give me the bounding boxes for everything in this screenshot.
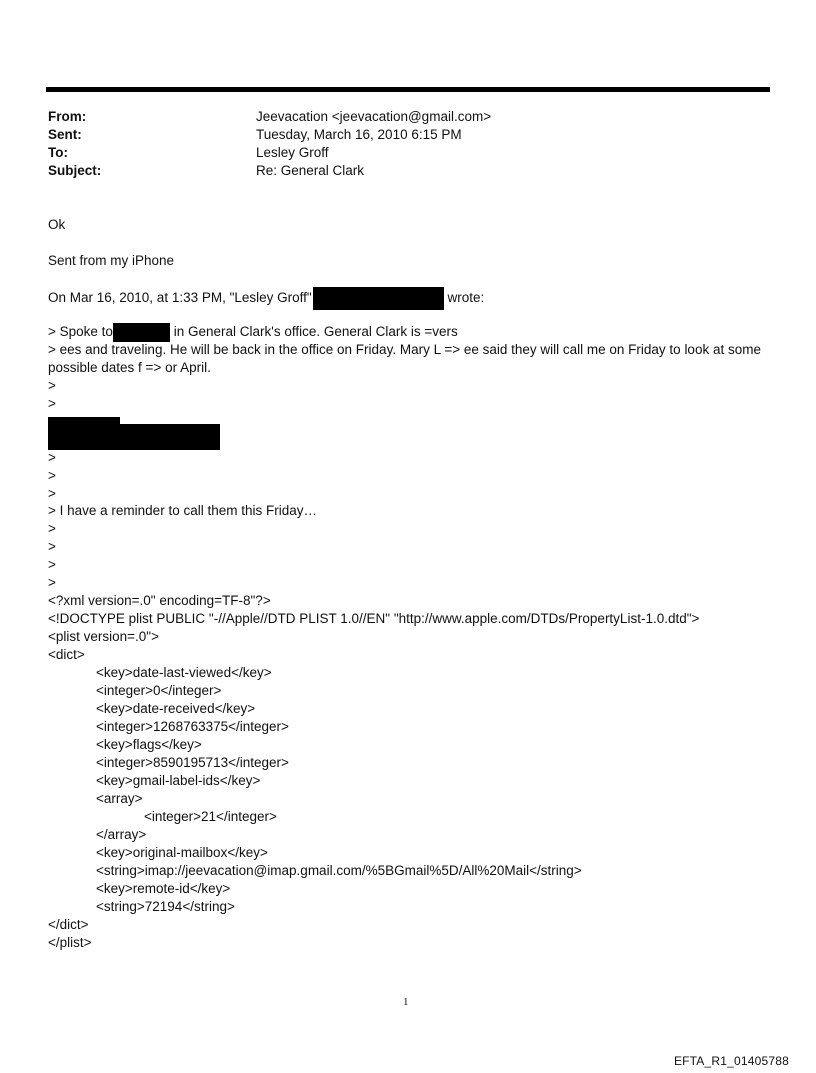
plist-value: <string>imap://jeevacation@imap.gmail.com/%5BGmail%5D/All%20Mail</string> [96,863,582,878]
quote-line-1 [48,323,458,342]
to-row [48,144,491,162]
bates-number: EFTA_R1_01405788 [673,1054,789,1068]
plist-key: <key>flags</key> [96,737,202,752]
quote-marker: > [48,557,56,572]
plist-key: <key>original-mailbox</key> [96,845,268,860]
subject-row [48,162,491,180]
plist-key: <key>remote-id</key> [96,881,231,896]
quote-intro-text: On Mar 16, 2010, at 1:33 PM, "Lesley Groff" [48,290,312,306]
plist-open: <plist version=.0"> [48,629,159,644]
subject-label: Subject: [48,163,102,178]
to-value: Lesley Groff [256,145,329,160]
plist-key: <key>date-received</key> [96,701,256,716]
quote-marker: > [48,450,56,465]
email-header [48,108,491,180]
sent-label: Sent: [48,127,82,142]
quote-line-1-b: in General Clark's office. General Clark is =vers [173,324,458,340]
body-ok: Ok [48,217,66,232]
from-row [48,108,491,126]
plist-value: <string>72194</string> [96,899,235,914]
page-number: 1 [403,996,409,1008]
quote-intro-wrote: wrote: [447,290,485,306]
plist-xml-decl: <?xml version=.0" encoding=TF-8"?> [48,593,271,608]
quote-intro [48,287,484,310]
plist-value: <integer>0</integer> [96,683,222,698]
plist-close: </plist> [48,935,92,950]
sent-value: Tuesday, March 16, 2010 6:15 PM [256,127,462,142]
quote-line-2: > ees and traveling. He will be back in the office on Friday. Mary L => ee said they will call me on Friday to look at some possible dates f => or April. [48,342,761,375]
quote-marker: > [48,539,56,554]
plist-dict-close: </dict> [48,917,89,932]
plist-array-close: </array> [96,827,147,842]
redaction-block [48,424,220,450]
plist-key: <key>date-last-viewed</key> [96,665,272,680]
plist-key: <key>gmail-label-ids</key> [96,773,261,788]
quote-marker: > [48,575,56,590]
quote-reminder: > I have a reminder to call them this Friday… [48,503,317,518]
plist-array-item: <integer>21</integer> [144,809,277,824]
body-signature: Sent from my iPhone [48,253,175,268]
sent-row [48,126,491,144]
quote-marker: > [48,486,56,501]
redaction-box [313,287,444,310]
plist-value: <integer>8590195713</integer> [96,755,289,770]
top-rule [46,87,770,92]
quote-marker: > [48,378,56,393]
quote-line-1-a: > Spoke to [48,324,113,340]
to-label: To: [48,145,68,160]
redaction-box [113,323,170,342]
subject-value: Re: General Clark [256,163,365,178]
from-label: From: [48,109,87,124]
plist-value: <integer>1268763375</integer> [96,719,289,734]
quote-marker: > [48,521,56,536]
quote-marker: > [48,468,56,483]
quote-marker: > [48,396,56,411]
plist-array-open: <array> [96,791,143,806]
plist-dict-open: <dict> [48,647,85,662]
plist-doctype: <!DOCTYPE plist PUBLIC "-//Apple//DTD PLIST 1.0//EN" "http://www.apple.com/DTDs/PropertyList-1.0.dtd"> [48,611,700,626]
from-value: Jeevacation <jeevacation@gmail.com> [256,109,492,124]
